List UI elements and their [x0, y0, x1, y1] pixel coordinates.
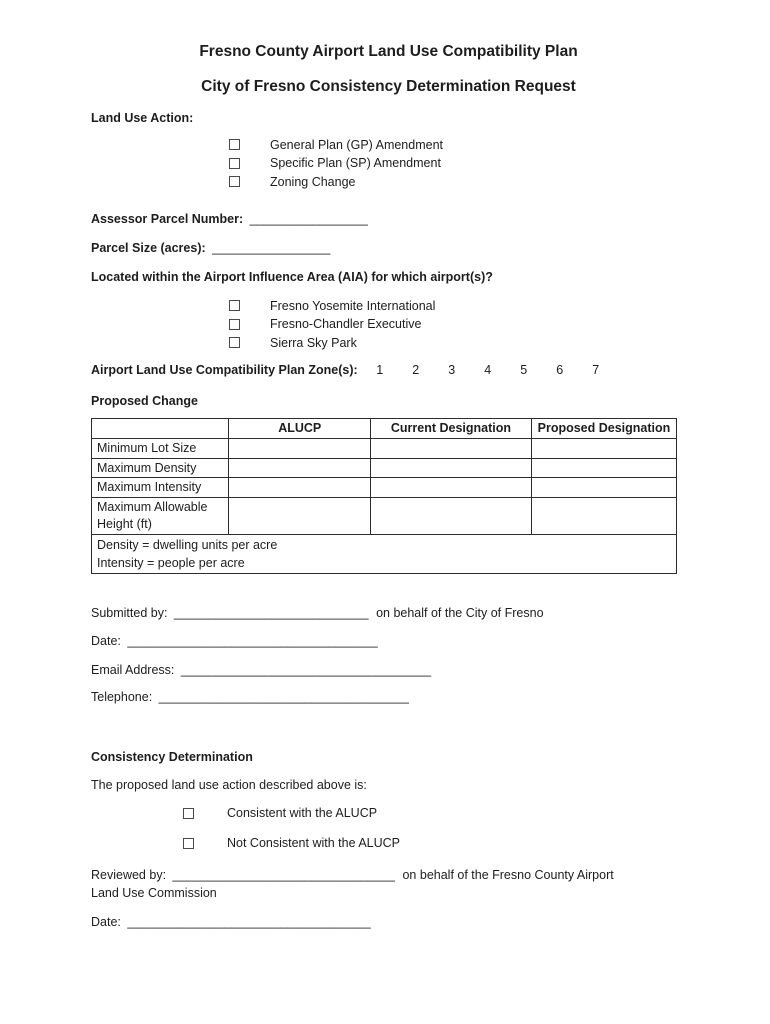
land-use-action-heading: Land Use Action: — [91, 111, 194, 125]
option-row-zoning-change — [91, 173, 686, 192]
table-footnotes-cell — [92, 534, 677, 573]
checkbox-label-general-plan-amendment: General Plan (GP) Amendment — [270, 137, 443, 152]
reviewed-by-label: Reviewed by: — [91, 867, 167, 882]
zone-option-1[interactable]: 1 — [376, 363, 384, 377]
parcel-size-label: Parcel Size (acres): — [91, 240, 206, 255]
cell-alucp-minimum-lot-size[interactable] — [229, 439, 371, 459]
checkbox-label-consistent-with-alucp: Consistent with the ALUCP — [227, 806, 378, 821]
reviewed-by-field — [91, 866, 686, 903]
assessor-parcel-number-field — [91, 210, 686, 229]
zone-option-2[interactable]: 2 — [412, 363, 420, 377]
table-header-blank — [92, 419, 229, 439]
checkbox-sierra-sky-park[interactable] — [229, 337, 240, 348]
table-header-current-designation: Current Designation — [371, 419, 532, 439]
cell-proposed-maximum-density[interactable] — [531, 458, 676, 478]
table-header-alucp: ALUCP — [229, 419, 371, 439]
parcel-size-fill-line[interactable]: _________________ — [212, 240, 331, 255]
table-row-maximum-density — [92, 458, 677, 478]
assessor-parcel-number-fill-line[interactable]: _________________ — [249, 212, 368, 226]
compatibility-zones-row — [91, 361, 686, 380]
checkbox-fresno-yosemite-international[interactable] — [229, 300, 240, 311]
document-title-line1: Fresno County Airport Land Use Compatibility Plan — [199, 43, 578, 60]
cell-alucp-maximum-allowable-height[interactable] — [229, 497, 371, 534]
consistency-options — [91, 805, 686, 853]
checkbox-label-fresno-chandler-executive: Fresno-Chandler Executive — [270, 317, 422, 331]
cell-proposed-maximum-intensity[interactable] — [531, 478, 676, 498]
cell-current-maximum-intensity[interactable] — [371, 478, 532, 498]
table-row-minimum-lot-size — [92, 439, 677, 459]
cell-current-minimum-lot-size[interactable] — [371, 439, 532, 459]
option-row-not-consistent — [91, 835, 686, 853]
option-row-consistent — [91, 805, 686, 823]
table-row-maximum-allowable-height — [92, 497, 677, 534]
reviewed-by-line2: Land Use Commission — [91, 886, 217, 900]
assessor-parcel-number-label: Assessor Parcel Number: — [91, 212, 244, 226]
cell-alucp-maximum-density[interactable] — [229, 458, 371, 478]
aia-question-heading: Located within the Airport Influence Area (AIA) for which airport(s)? — [91, 270, 493, 284]
zone-option-4[interactable]: 4 — [484, 363, 492, 377]
email-address-fill-line[interactable]: ____________________________________ — [180, 662, 432, 677]
checkbox-label-specific-plan-amendment: Specific Plan (SP) Amendment — [270, 156, 441, 170]
checkbox-label-not-consistent-with-alucp: Not Consistent with the ALUCP — [227, 836, 400, 851]
checkbox-fresno-chandler-executive[interactable] — [229, 319, 240, 330]
reviewed-by-line1 — [91, 866, 686, 885]
zone-option-3[interactable]: 3 — [448, 363, 456, 377]
telephone-label: Telephone: — [91, 690, 153, 704]
cell-proposed-maximum-allowable-height[interactable] — [531, 497, 676, 534]
row-label-maximum-density: Maximum Density — [92, 458, 229, 478]
review-date-field — [91, 913, 686, 932]
parcel-size-field — [91, 239, 686, 258]
review-date-label: Date: — [91, 914, 121, 929]
row-label-maximum-intensity: Maximum Intensity — [92, 478, 229, 498]
checkbox-specific-plan-amendment[interactable] — [229, 158, 240, 169]
submission-date-fill-line[interactable]: ____________________________________ — [127, 634, 378, 648]
option-row-gp-amendment — [91, 136, 686, 155]
table-footnote-row — [92, 534, 677, 573]
aia-airport-options — [91, 297, 686, 353]
zone-option-5[interactable]: 5 — [520, 363, 528, 377]
reviewed-by-fill-line[interactable]: ________________________________ — [172, 867, 395, 882]
email-address-field — [91, 661, 686, 680]
checkbox-general-plan-amendment[interactable] — [229, 139, 240, 150]
footnote-intensity: Intensity = people per acre — [97, 555, 245, 570]
checkbox-label-zoning-change: Zoning Change — [270, 174, 356, 189]
proposed-change-heading: Proposed Change — [91, 393, 198, 408]
table-row-maximum-intensity — [92, 478, 677, 498]
footnote-density: Density = dwelling units per acre — [97, 537, 278, 552]
submitted-by-suffix: on behalf of the City of Fresno — [376, 605, 544, 620]
cell-proposed-minimum-lot-size[interactable] — [531, 439, 676, 459]
land-use-action-options — [91, 136, 686, 192]
consistency-intro: The proposed land use action described above is: — [91, 778, 367, 792]
reviewed-by-suffix: on behalf of the Fresno County Airport — [402, 867, 614, 882]
table-header-row — [92, 419, 677, 439]
submission-date-field — [91, 632, 686, 651]
option-row-fresno-yosemite — [91, 297, 686, 316]
option-row-sp-amendment — [91, 154, 686, 173]
review-date-fill-line[interactable]: ___________________________________ — [127, 914, 371, 929]
row-label-minimum-lot-size: Minimum Lot Size — [92, 439, 229, 459]
submitted-by-label: Submitted by: — [91, 605, 168, 620]
submitted-by-fill-line[interactable]: ____________________________ — [173, 605, 369, 620]
proposed-change-table — [91, 418, 677, 574]
compatibility-zones-label: Airport Land Use Compatibility Plan Zone(s): — [91, 363, 358, 377]
telephone-field — [91, 688, 686, 707]
zone-option-7[interactable]: 7 — [592, 363, 600, 377]
option-row-sierra-sky-park — [91, 334, 686, 353]
checkbox-zoning-change[interactable] — [229, 176, 240, 187]
telephone-fill-line[interactable]: ____________________________________ — [158, 690, 409, 704]
submitted-by-field — [91, 604, 686, 623]
submission-date-label: Date: — [91, 634, 121, 648]
table-header-proposed-designation: Proposed Designation — [531, 419, 676, 439]
consistency-determination-heading: Consistency Determination — [91, 749, 253, 764]
checkbox-label-fresno-yosemite-international: Fresno Yosemite International — [270, 298, 436, 313]
zone-option-6[interactable]: 6 — [556, 363, 564, 377]
cell-alucp-maximum-intensity[interactable] — [229, 478, 371, 498]
cell-current-maximum-allowable-height[interactable] — [371, 497, 532, 534]
option-row-fresno-chandler — [91, 315, 686, 334]
document-title-line2: City of Fresno Consistency Determination Request — [201, 78, 576, 95]
email-address-label: Email Address: — [91, 662, 175, 677]
checkbox-label-sierra-sky-park: Sierra Sky Park — [270, 335, 357, 350]
checkbox-consistent-with-alucp[interactable] — [183, 808, 194, 819]
cell-current-maximum-density[interactable] — [371, 458, 532, 478]
row-label-maximum-allowable-height: Maximum Allowable Height (ft) — [92, 497, 229, 534]
checkbox-not-consistent-with-alucp[interactable] — [183, 838, 194, 849]
